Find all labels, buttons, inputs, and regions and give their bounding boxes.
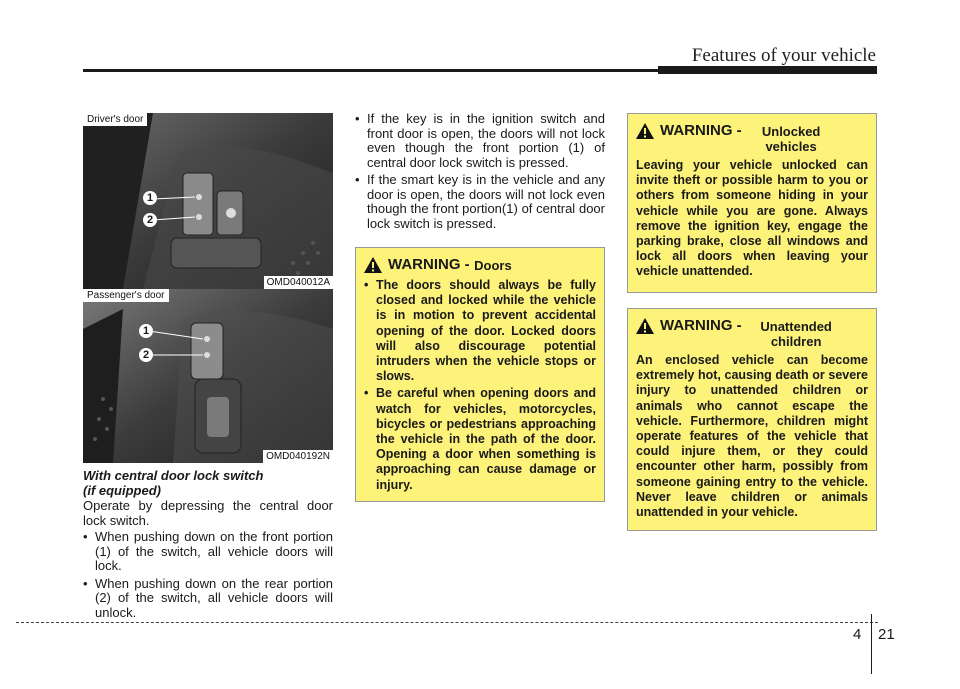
drivers-door-illustration bbox=[83, 113, 333, 289]
callout-1: 1 bbox=[143, 191, 157, 205]
photo-label: Passenger's door bbox=[83, 289, 169, 302]
bullet-item: • If the key is in the ignition switch and front door is open, the doors will not lock even though the front portion (1) of central door lock switch is pressed. bbox=[355, 112, 605, 170]
warning-bullet: • The doors should always be fully closed and locked while the vehicle is in motion to prevent accidental opening of the door. Locked doors will also discourage potential intruders when the vehicle stops or slows. bbox=[364, 278, 596, 384]
caption-line-2: (if equipped) bbox=[83, 483, 161, 498]
warning-body: Leaving your vehicle unlocked can invite theft or possible harm to you or others from someone hiding in your vehicle while you are gone. Always remove the ignition key, engage the parking brake, close all windows and lock all doors when leaving your vehicle unattended. bbox=[636, 158, 868, 279]
left-column-text bbox=[83, 499, 333, 623]
warning-body bbox=[364, 278, 596, 493]
warning-header bbox=[636, 122, 868, 154]
warning-box-doors bbox=[355, 247, 605, 502]
middle-column-text bbox=[355, 112, 605, 234]
warning-triangle-icon bbox=[364, 257, 382, 273]
header-tab-bar bbox=[658, 66, 877, 74]
warning-word: WARNING - bbox=[660, 122, 742, 139]
warning-box-unattended-children bbox=[627, 308, 877, 531]
footer-rule bbox=[16, 622, 878, 623]
intro-paragraph: Operate by depressing the central door lock switch. bbox=[83, 498, 333, 528]
warning-header bbox=[364, 256, 596, 274]
warning-body: An enclosed vehicle can become extremely hot, causing death or severe injury to unattended children or animals who cannot escape the vehicle. Furthermore, children might operate features of the vehicle that could injure them, or they could encounter other harm, possibly from someone gaining entry to the vehicle. Never leave children or animals unattended in your vehicle. bbox=[636, 353, 868, 520]
passengers-door-illustration bbox=[83, 289, 333, 463]
warning-box-unlocked-vehicles bbox=[627, 113, 877, 293]
caption-line-1: With central door lock switch bbox=[83, 468, 264, 483]
warning-triangle-icon bbox=[636, 318, 654, 334]
callout-2: 2 bbox=[143, 213, 157, 227]
warning-word: WARNING - bbox=[388, 256, 470, 273]
warning-subject: Unattended children bbox=[760, 319, 832, 349]
footer-divider bbox=[871, 614, 872, 674]
drivers-door-photo bbox=[83, 113, 333, 289]
warning-word: WARNING - bbox=[660, 317, 742, 334]
warning-bullet: • Be careful when opening doors and watch for vehicles, motorcycles, bicycles or pedestrians approaching the vehicle in the path of the door. Opening a door when something is approaching can cause damage or injury. bbox=[364, 386, 596, 492]
bullet-item: • When pushing down on the rear portion (2) of the switch, all vehicle doors will unlock. bbox=[83, 577, 333, 621]
warning-subject: Unlocked vehicles bbox=[761, 124, 821, 154]
photo-label: Driver's door bbox=[83, 113, 147, 126]
running-header: Features of your vehicle bbox=[691, 45, 876, 66]
passengers-door-photo bbox=[83, 289, 333, 463]
chapter-number: 4 bbox=[853, 626, 862, 643]
warning-header bbox=[636, 317, 868, 349]
callout-2: 2 bbox=[139, 348, 153, 362]
page-number: 21 bbox=[878, 626, 895, 643]
photo-code: OMD040192N bbox=[263, 450, 333, 463]
photo-code: OMD040012A bbox=[264, 276, 333, 289]
section-caption bbox=[83, 468, 263, 498]
warning-triangle-icon bbox=[636, 123, 654, 139]
callout-1: 1 bbox=[139, 324, 153, 338]
bullet-item: • When pushing down on the front portion (1) of the switch, all vehicle doors will lock. bbox=[83, 530, 333, 574]
bullet-item: • If the smart key is in the vehicle and any door is open, the doors will not lock even though the front portion(1) of central door lock switch is pressed. bbox=[355, 173, 605, 231]
warning-subject: Doors bbox=[474, 258, 512, 273]
